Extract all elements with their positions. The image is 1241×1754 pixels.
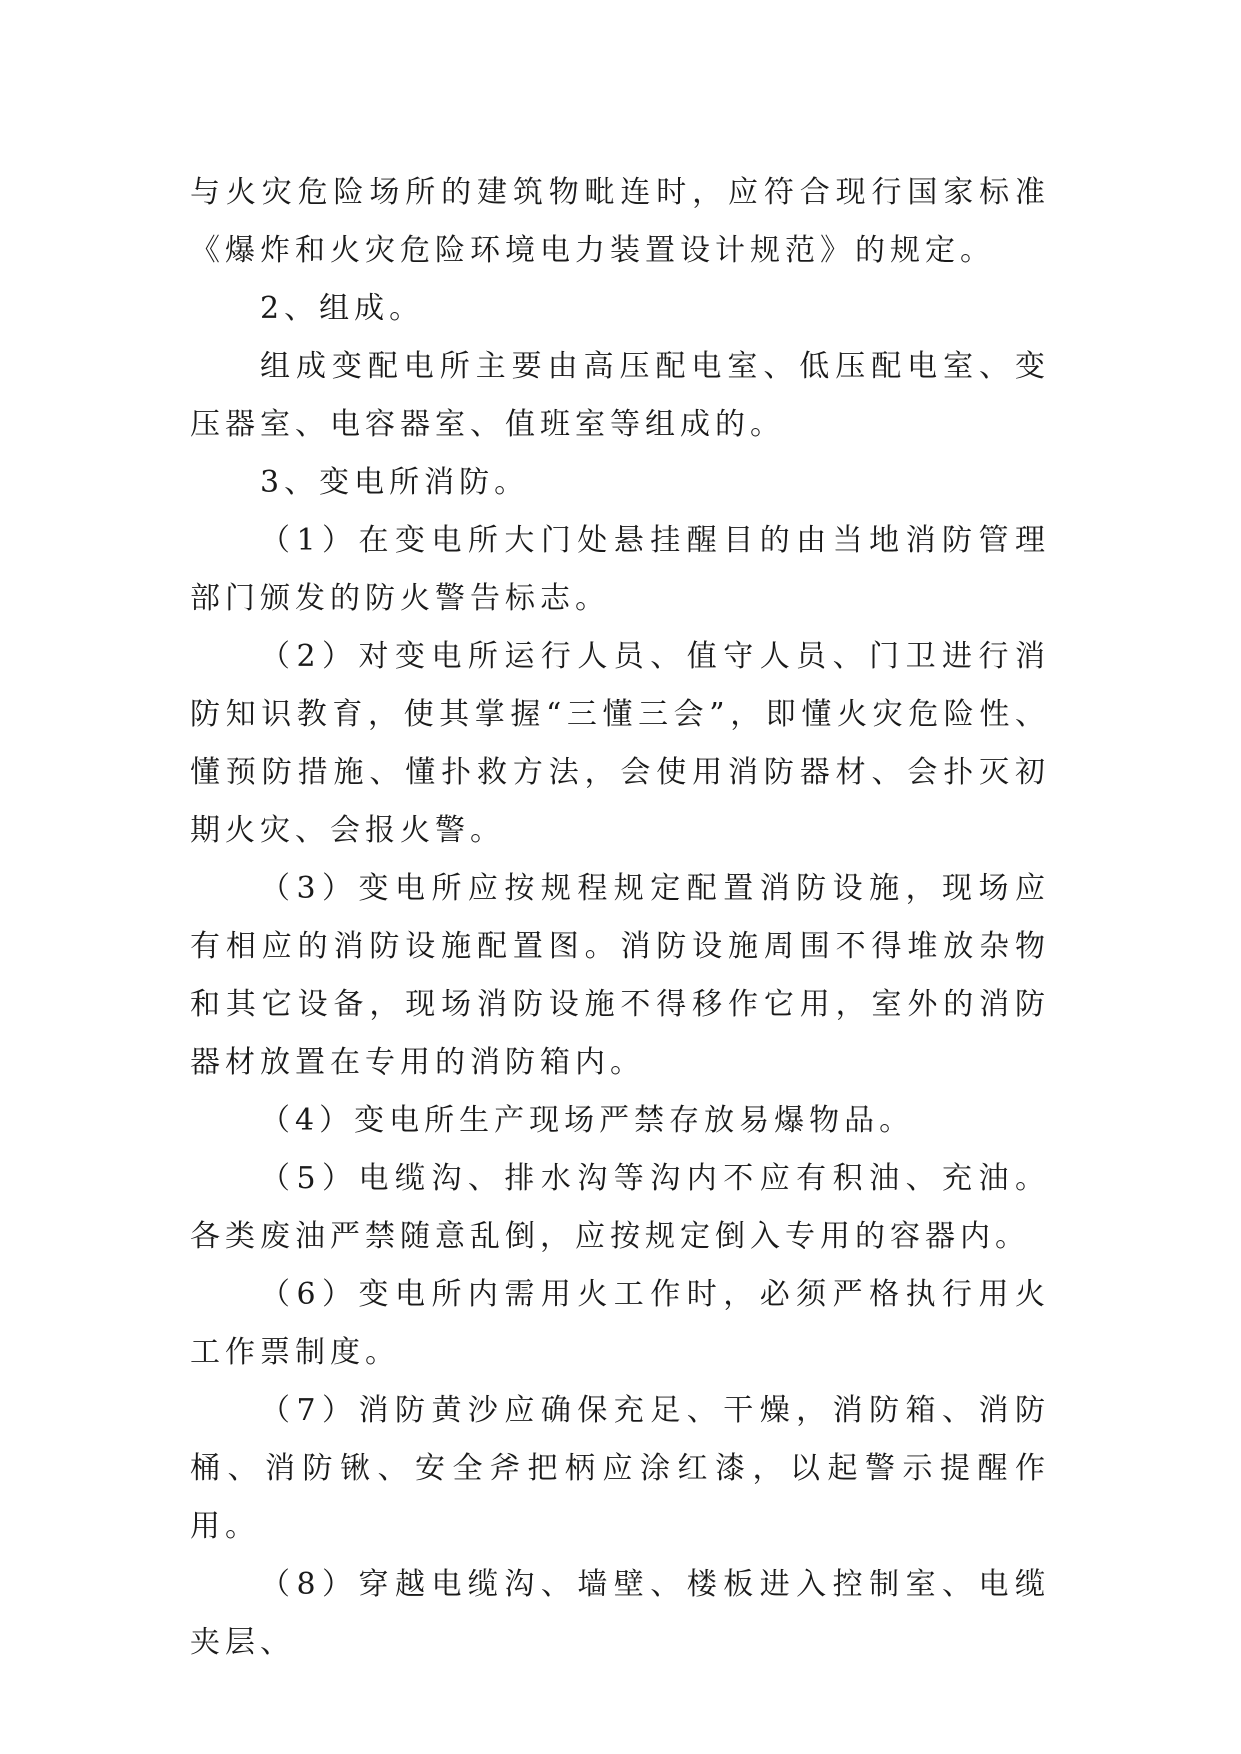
paragraph-continuation: 与火灾危险场所的建筑物毗连时，应符合现行国家标准《爆炸和火灾危险环境电力装置设计规范》的规定。 <box>190 175 1050 268</box>
document-body <box>190 164 1050 1672</box>
list-item-8: （8）穿越电缆沟、墙壁、楼板进入控制室、电缆夹层、 <box>190 1567 1050 1660</box>
list-item-7: （7）消防黄沙应确保充足、干燥，消防箱、消防桶、消防锹、安全斧把柄应涂红漆，以起警示提醒作用。 <box>190 1393 1050 1544</box>
heading-substation-fire-protection: 3、变电所消防。 <box>260 465 530 500</box>
list-item-5: （5）电缆沟、排水沟等沟内不应有积油、充油。各类废油严禁随意乱倒，应按规定倒入专用的容器内。 <box>190 1161 1050 1254</box>
list-item-2: （2）对变电所运行人员、值守人员、门卫进行消防知识教育，使其掌握“三懂三会”，即懂火灾危险性、懂预防措施、懂扑救方法，会使用消防器材、会扑灭初期火灾、会报火警。 <box>190 639 1050 848</box>
paragraph-composition: 组成变配电所主要由高压配电室、低压配电室、变压器室、电容器室、值班室等组成的。 <box>190 349 1050 442</box>
list-item-6: （6）变电所内需用火工作时，必须严格执行用火工作票制度。 <box>190 1277 1050 1370</box>
list-item-3: （3）变电所应按规程规定配置消防设施，现场应有相应的消防设施配置图。消防设施周围不得堆放杂物和其它设备，现场消防设施不得移作它用，室外的消防器材放置在专用的消防箱内。 <box>190 871 1050 1080</box>
list-item-1: （1）在变电所大门处悬挂醒目的由当地消防管理部门颁发的防火警告标志。 <box>190 523 1050 616</box>
heading-composition: 2、组成。 <box>260 291 425 326</box>
list-item-4: （4）变电所生产现场严禁存放易爆物品。 <box>260 1103 915 1138</box>
